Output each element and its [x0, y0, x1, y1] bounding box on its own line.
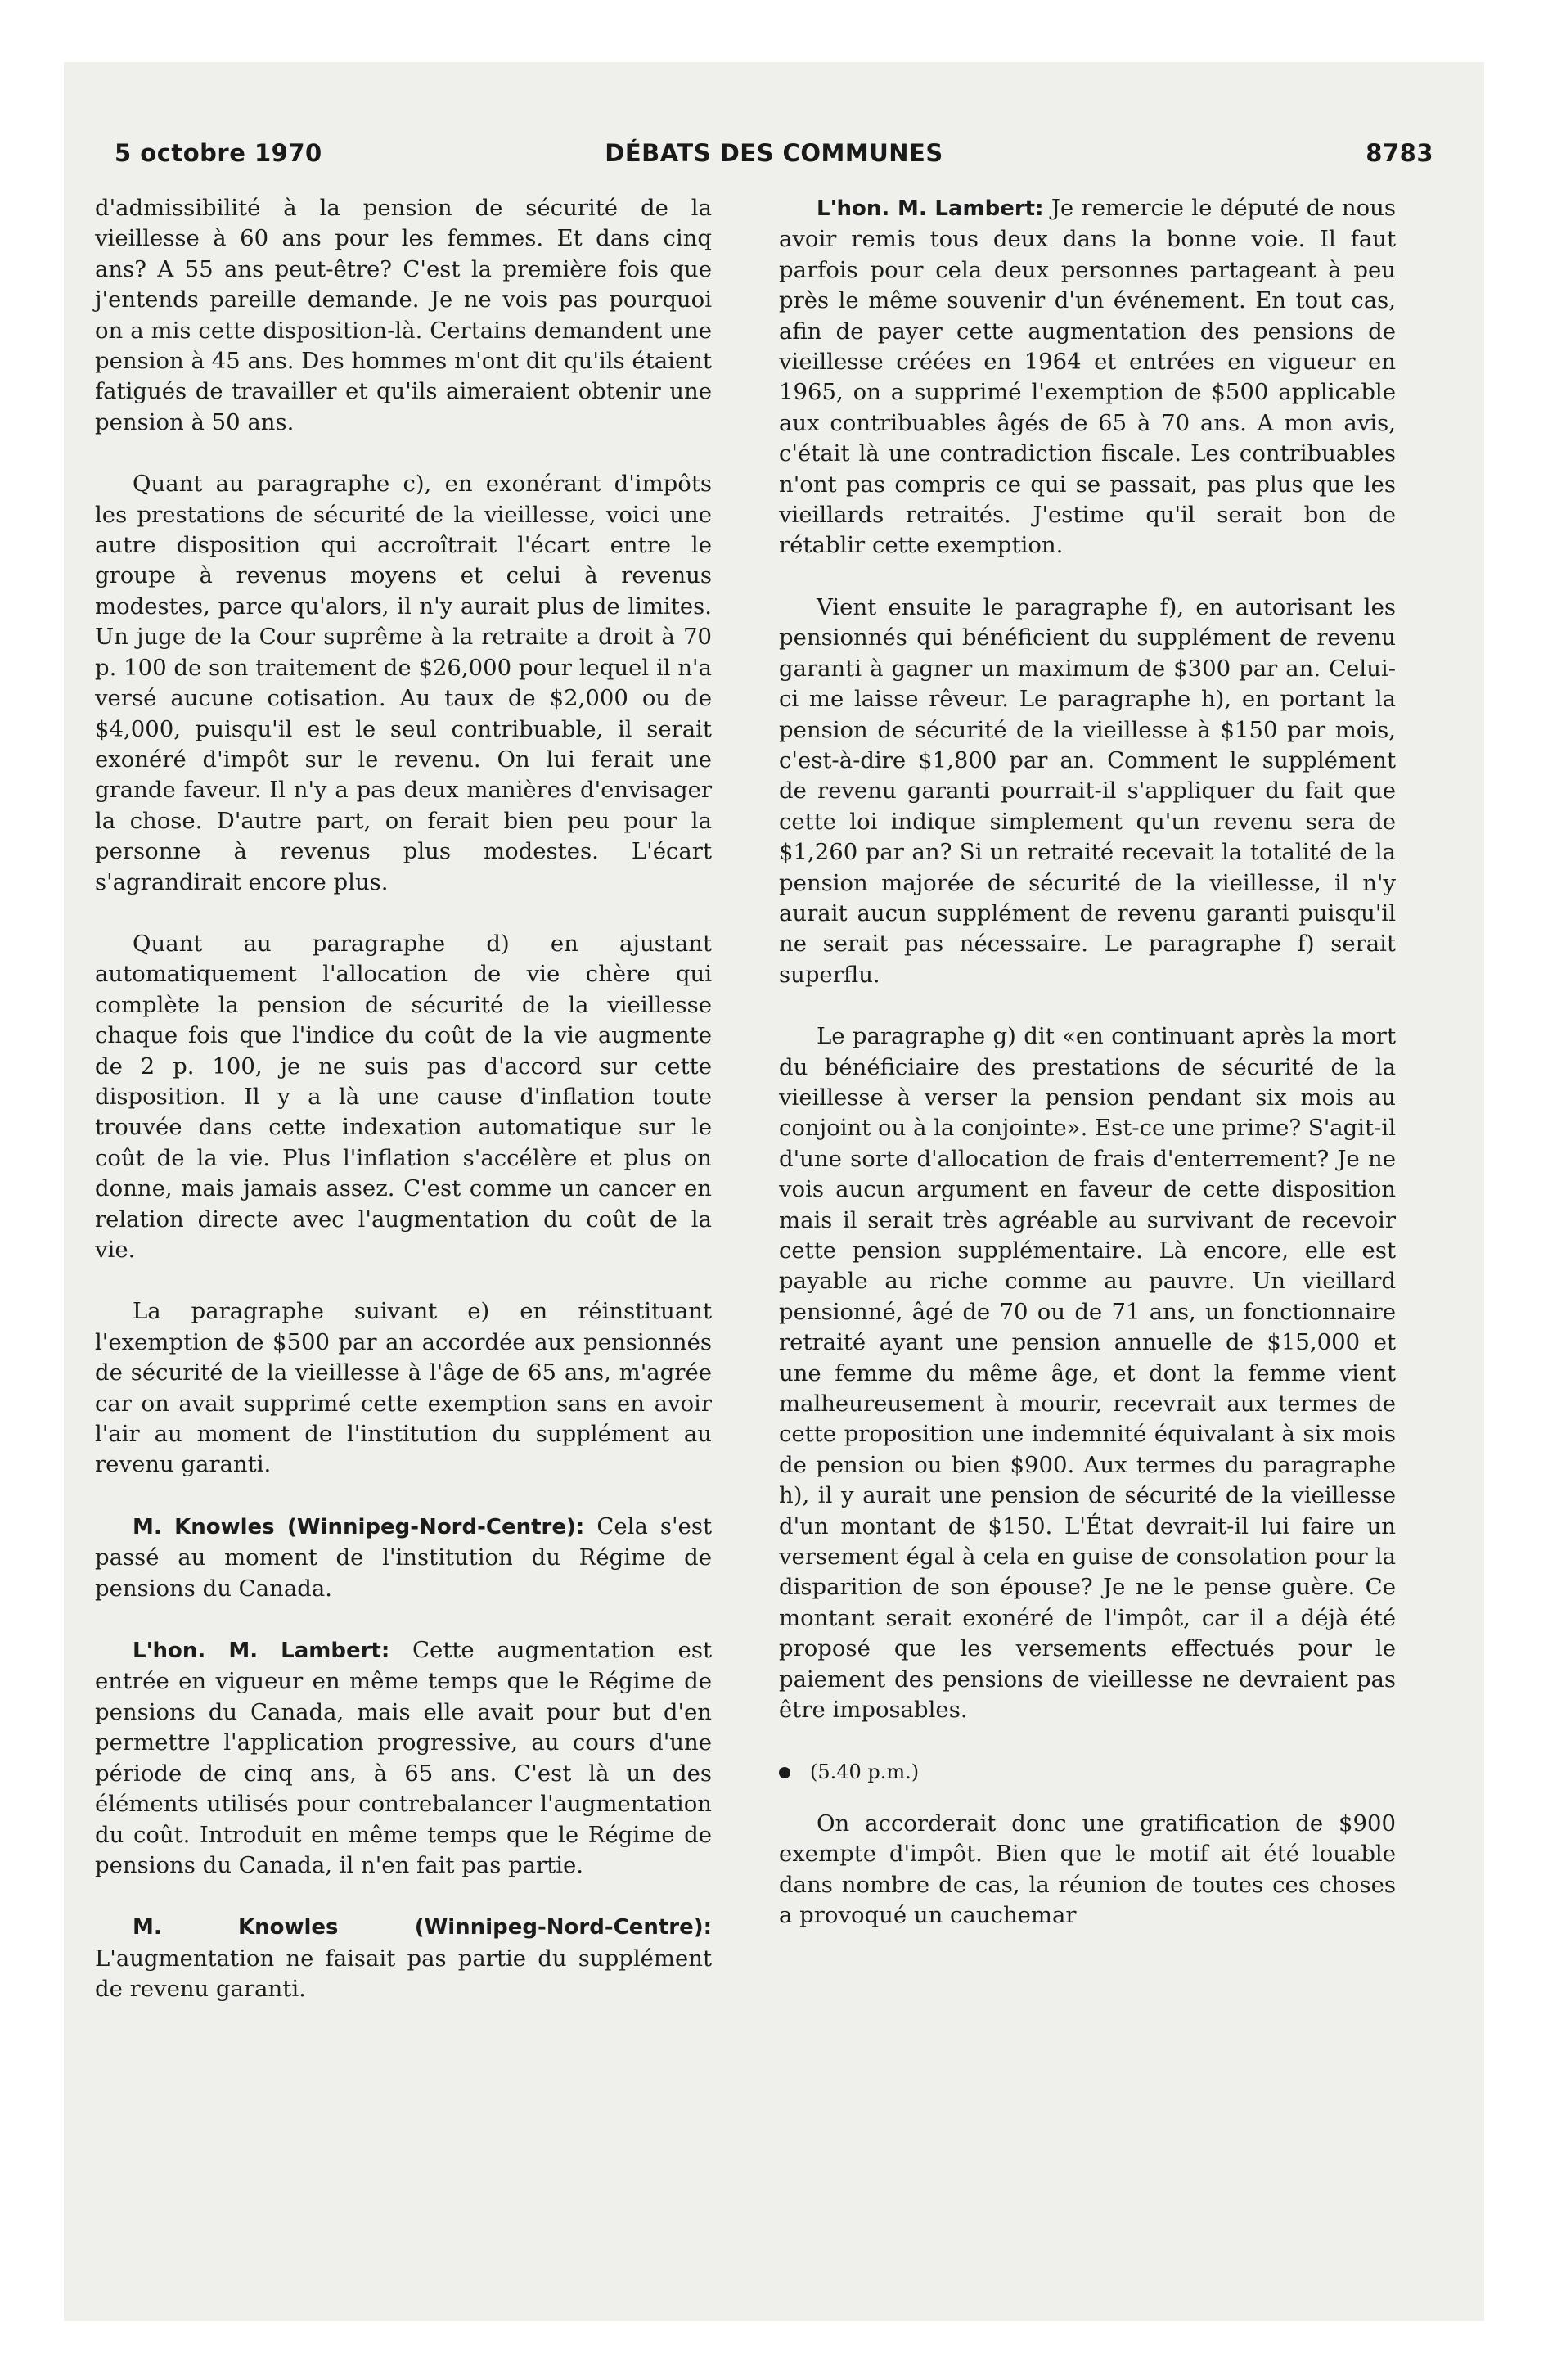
- speech-text: L'augmentation ne faisait pas partie du supplément de revenu garanti.: [95, 1945, 712, 2003]
- speech-text: Cette augmentation est entrée en vigueur en même temps que le Régime de pensions du Canada, mais elle avait pour but d'en permettre l'application progressive, au cours d'une période de cinq ans, à 65 ans. C'est là un des éléments utilisés pour contrebalancer l'augmentation du coût. Introduit en même temps que le Régime de pensions du Canada, il n'en fait pas partie.: [95, 1637, 712, 1878]
- paragraph: Le paragraphe g) dit «en continuant après la mort du bénéficiaire des prestations de sécurité de la vieillesse à verser la pension pendant six mois au conjoint ou à la conjointe». Est-ce une prime? S'agit-il d'une sorte d'allocation de frais d'enterrement? Je ne vois aucun argument en faveur de cette disposition mais il serait très agréable au survivant de recevoir cette pension supplémentaire. Là encore, elle est payable au riche comme au pauvre. Un vieillard pensionné, âgé de 70 ou de 71 ans, un fonctionnaire retraité ayant une pension annuelle de $15,000 et une femme du même âge, et dont la femme vient malheureusement à mourir, recevrait aux termes de cette proposition une indemnité équivalant à six mois de pension ou bien $900. Aux termes du paragraphe h), il y aurait une pension de sécurité de la vieillesse d'un montant de $150. L'État devrait-il lui faire un versement égal à cela en guise de consolation pour la disparition de son épouse? Je ne le pense guère. Ce montant serait exonéré de l'impôt, car il a déjà été proposé que les versements effectués pour le paiement des pensions de vieillesse ne devraient pas être imposables.: [779, 1023, 1396, 1724]
- left-column: [95, 193, 712, 2036]
- speaker-name: M. Knowles (Winnipeg-Nord-Centre):: [133, 1915, 712, 1941]
- page-number: 8783: [1366, 139, 1433, 167]
- speaker-paragraph: [95, 1512, 712, 1604]
- speaker-paragraph: [95, 1635, 712, 1881]
- paragraph: Quant au paragraphe d) en ajustant automatiquement l'allocation de vie chère qui complète la pension de sécurité de la vieillesse chaque fois que l'indice du coût de la vie augmente de 2 p. 100, je ne suis pas d'accord sur cette disposition. Il y a là une cause d'inflation toute trouvée dans cette indexation automatique sur le coût de la vie. Plus l'inflation s'accélère et plus on donne, mais jamais assez. C'est comme un cancer en relation directe avec l'augmentation du coût de la vie.: [95, 930, 712, 1263]
- speaker-name: L'hon. M. Lambert:: [817, 196, 1044, 221]
- speech-text: Je remercie le député de nous avoir remis tous deux dans la bonne voie. Il faut parfois pour cela deux personnes partageant à peu près le même souvenir d'un événement. En tout cas, afin de payer cette augmentation des pensions de vieillesse créées en 1964 et entrées en vigueur en 1965, on a supprimé l'exemption de $500 applicable aux contribuables âgés de 65 à 70 ans. A mon avis, c'était là une contradiction fiscale. Les contribuables n'ont pas compris ce qui se passait, pas plus que les vieillards retraités. J'estime qu'il serait bon de rétablir cette exemption.: [779, 195, 1396, 559]
- paragraph: On accorderait donc une gratification de $900 exempte d'impôt. Bien que le motif ait été louable dans nombre de cas, la réunion de toutes ces choses a provoqué un cauchemar: [779, 1810, 1396, 1929]
- right-column: [779, 193, 1396, 1963]
- time-marker: [779, 1757, 1396, 1787]
- bullet-icon: [779, 1767, 790, 1778]
- running-head: [115, 139, 1433, 172]
- header-title: DÉBATS DES COMMUNES: [605, 139, 943, 167]
- page: [64, 62, 1484, 2321]
- speaker-name: L'hon. M. Lambert:: [133, 1639, 390, 1664]
- paragraph-continuation: d'admissibilité à la pension de sécurité de la vieillesse à 60 ans pour les femmes. Et dans cinq ans? A 55 ans peut-être? C'est la première fois que j'entends pareille demande. Je ne vois pas pourquoi on a mis cette disposition-là. Certains demandent une pension à 45 ans. Des hommes m'ont dit qu'ils étaient fatigués de travailler et qu'ils aimeraient obtenir une pension à 50 ans.: [95, 195, 712, 435]
- paragraph: Quant au paragraphe c), en exonérant d'impôts les prestations de sécurité de la vieillesse, voici une autre disposition qui accroîtrait l'écart entre le groupe à revenus moyens et celui à revenus modestes, parce qu'alors, il n'y aurait plus de limites. Un juge de la Cour suprême à la retraite a droit à 70 p. 100 de son traitement de $26,000 pour lequel il n'a versé aucune cotisation. Au taux de $2,000 ou de $4,000, puisqu'il est le seul contribuable, il serait exonéré d'impôt sur le revenu. On lui ferait une grande faveur. Il n'y a pas deux manières d'envisager la chose. D'autre part, on ferait bien peu pour la personne à revenus plus modestes. L'écart s'agrandirait encore plus.: [95, 471, 712, 895]
- speaker-name: M. Knowles (Winnipeg-Nord-Centre):: [133, 1514, 585, 1539]
- speech-text: Cela s'est passé au moment de l'institution du Régime de pensions du Canada.: [95, 1512, 712, 1602]
- time-marker-text: (5.40 p.m.): [810, 1760, 920, 1783]
- paragraph: La paragraphe suivant e) en réinstituant l'exemption de $500 par an accordée aux pensionnés de sécurité de la vieillesse à l'âge de 65 ans, m'agrée car on avait supprimé cette exemption sans en avoir l'air au moment de l'institution du supplément au revenu garanti.: [95, 1298, 712, 1478]
- paragraph: Vient ensuite le paragraphe f), en autorisant les pensionnés qui bénéficient du supplément de revenu garanti à gagner un maximum de $300 par an. Celui-ci me laisse rêveur. Le paragraphe h), en portant la pension de sécurité de la vieillesse à $150 par mois, c'est-à-dire $1,800 par an. Comment le supplément de revenu garanti pourrait-il s'appliquer du fait que cette loi indique simplement qu'un revenu sera de $1,260 par an? Si un retraité recevait la totalité de la pension majorée de sécurité de la vieillesse, il n'y aurait aucun supplément de revenu garanti puisqu'il ne serait pas nécessaire. Le paragraphe f) serait superflu.: [779, 593, 1396, 988]
- speaker-paragraph: [779, 193, 1396, 561]
- speaker-paragraph: [95, 1912, 712, 2004]
- header-date: 5 octobre 1970: [115, 139, 322, 167]
